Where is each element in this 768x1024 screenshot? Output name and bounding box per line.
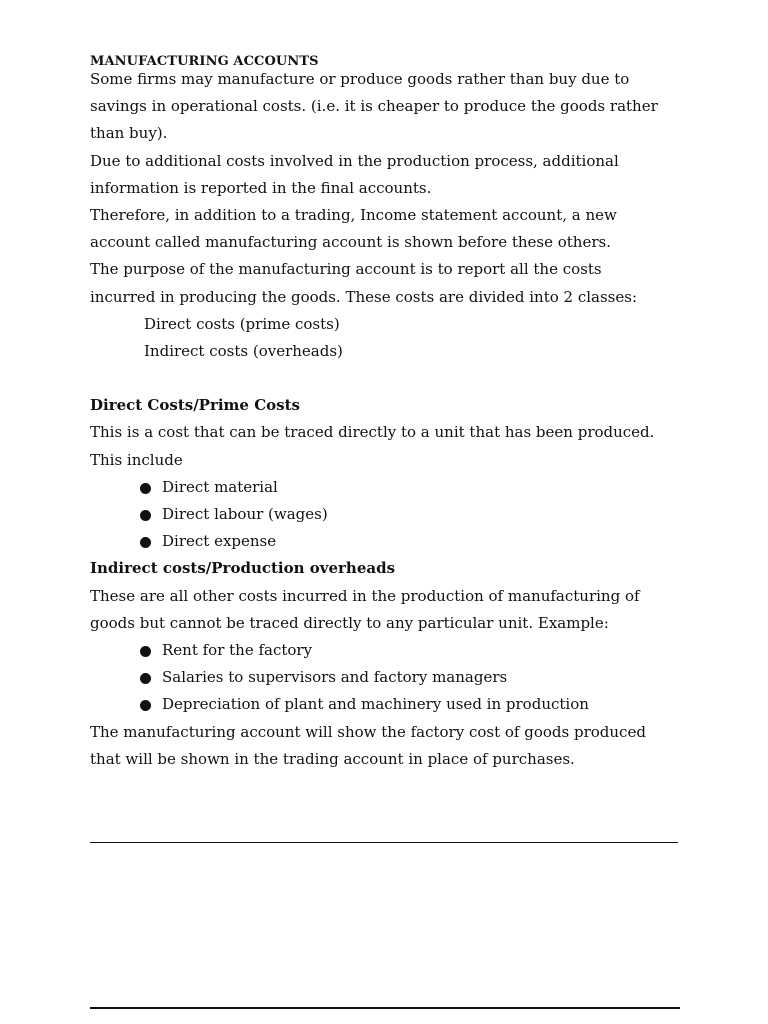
list-item xyxy=(140,474,690,501)
list-item-text: Direct material xyxy=(162,477,278,496)
intro-line: Therefore, in addition to a trading, Income statement account, a new xyxy=(90,206,617,225)
cost-class-direct: Direct costs (prime costs) xyxy=(144,314,340,333)
intro-line: Some firms may manufacture or produce goods rather than buy due to xyxy=(90,70,630,88)
indirect-costs-heading: Indirect costs/Production overheads xyxy=(90,559,396,578)
footer-rule xyxy=(90,1007,680,1009)
direct-costs-line: This include xyxy=(90,450,183,469)
bullet-icon xyxy=(140,537,151,548)
closing-line: that will be shown in the trading account in place of purchases. xyxy=(90,749,575,768)
list-item xyxy=(140,501,690,528)
bullet-icon xyxy=(140,673,151,684)
list-item xyxy=(140,664,690,691)
bullet-icon xyxy=(140,483,151,494)
document-body xyxy=(90,66,690,773)
bullet-icon xyxy=(140,510,151,521)
list-item-text: Depreciation of plant and machinery used in production xyxy=(162,695,589,714)
list-item-text: Direct expense xyxy=(162,532,277,551)
list-item xyxy=(140,528,690,555)
direct-costs-list xyxy=(90,474,690,556)
bullet-icon xyxy=(140,646,151,657)
intro-line: The purpose of the manufacturing account is to report all the costs xyxy=(90,260,602,279)
intro-line: information is reported in the final accounts. xyxy=(90,178,432,197)
bullet-icon xyxy=(140,700,151,711)
intro-line: than buy). xyxy=(90,124,168,143)
list-item xyxy=(140,691,690,718)
direct-costs-line: This is a cost that can be traced directly to a unit that has been produced. xyxy=(90,423,655,442)
cost-class-indirect: Indirect costs (overheads) xyxy=(144,342,343,361)
indirect-costs-line: goods but cannot be traced directly to any particular unit. Example: xyxy=(90,613,609,632)
paragraph-spacer xyxy=(90,365,690,392)
intro-line: incurred in producing the goods. These costs are divided into 2 classes: xyxy=(90,287,638,306)
list-item xyxy=(140,637,690,664)
indirect-costs-list xyxy=(90,637,690,719)
indirect-costs-line: These are all other costs incurred in the production of manufacturing of xyxy=(90,586,640,605)
list-item-text: Salaries to supervisors and factory managers xyxy=(162,668,508,687)
document-title: MANUFACTURING ACCOUNTS xyxy=(90,54,319,69)
closing-line: The manufacturing account will show the factory cost of goods produced xyxy=(90,722,646,741)
list-item-text: Direct labour (wages) xyxy=(162,505,328,524)
intro-line: Due to additional costs involved in the production process, additional xyxy=(90,151,619,170)
intro-line: account called manufacturing account is shown before these others. xyxy=(90,233,611,252)
direct-costs-heading: Direct Costs/Prime Costs xyxy=(90,396,300,415)
intro-line: savings in operational costs. (i.e. it is cheaper to produce the goods rather xyxy=(90,97,658,116)
horizontal-rule xyxy=(90,842,678,843)
list-item-text: Rent for the factory xyxy=(162,641,313,660)
